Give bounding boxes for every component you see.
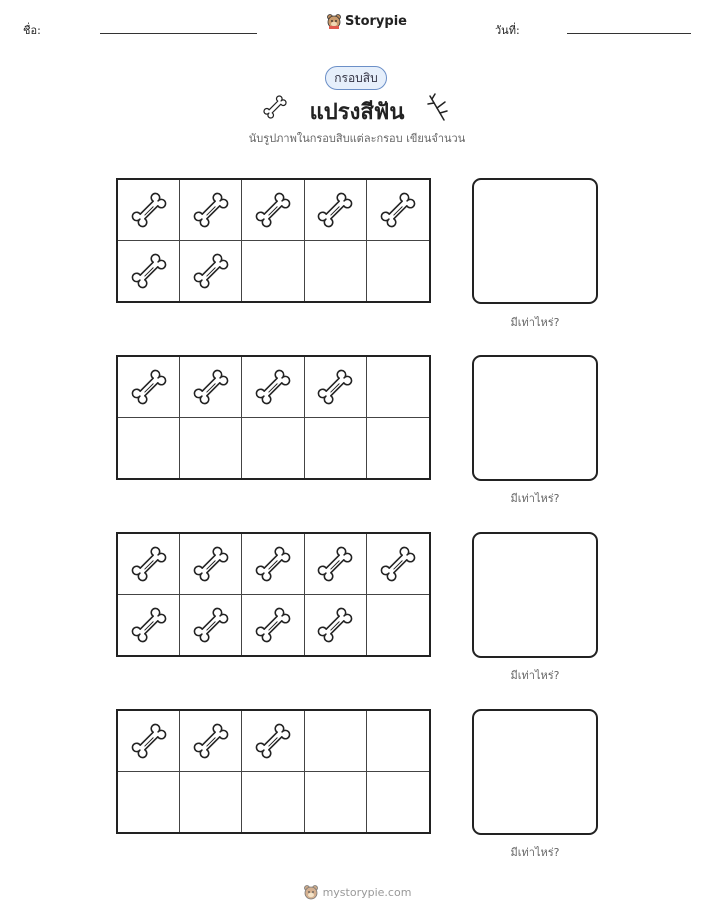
- name-line: [100, 33, 257, 34]
- frame-cell: [118, 180, 180, 241]
- frame-cell: [305, 241, 367, 302]
- twig-icon: [424, 92, 450, 122]
- frame-cell: [118, 241, 180, 302]
- name-label: ชื่อ:: [23, 24, 41, 37]
- brand-name: Storypie: [345, 13, 407, 29]
- frame-cell: [367, 357, 429, 418]
- bone-icon: [252, 604, 294, 646]
- frame-cell: [118, 357, 180, 418]
- bone-icon: [314, 366, 356, 408]
- bone-icon: [190, 604, 232, 646]
- frame-cell: [180, 595, 242, 656]
- bone-icon: [128, 189, 170, 231]
- frame-cell: [118, 711, 180, 772]
- bone-icon: [377, 543, 419, 585]
- ten-frame-4: [116, 709, 431, 834]
- bone-icon: [252, 189, 294, 231]
- bone-icon: [252, 720, 294, 762]
- page-title: แปรงสีฟัน: [309, 100, 405, 125]
- frame-cell: [180, 357, 242, 418]
- footer-url: mystorypie.com: [322, 885, 412, 899]
- frame-cell: [118, 595, 180, 656]
- frame-cell: [367, 595, 429, 656]
- bone-icon: [128, 250, 170, 292]
- frame-cell: [180, 241, 242, 302]
- ten-frame-3: [116, 532, 431, 657]
- bone-icon: [314, 189, 356, 231]
- frame-cell: [367, 534, 429, 595]
- bone-icon: [190, 250, 232, 292]
- bear-mascot-icon: [303, 884, 319, 900]
- frame-cell: [367, 418, 429, 479]
- bone-icon: [314, 604, 356, 646]
- frame-cell: [118, 418, 180, 479]
- frame-cell: [118, 534, 180, 595]
- bone-icon: [128, 604, 170, 646]
- frame-cell: [305, 534, 367, 595]
- bone-icon: [252, 543, 294, 585]
- frame-cell: [242, 772, 304, 833]
- question-label-3: มีเท่าไหร่?: [510, 669, 560, 682]
- frame-cell: [305, 418, 367, 479]
- frame-cell: [367, 241, 429, 302]
- bone-icon: [128, 543, 170, 585]
- bone-icon: [190, 366, 232, 408]
- frame-cell: [242, 595, 304, 656]
- answer-box-2[interactable]: [472, 355, 598, 481]
- bone-icon: [377, 189, 419, 231]
- frame-cell: [305, 357, 367, 418]
- answer-box-4[interactable]: [472, 709, 598, 835]
- frame-cell: [180, 772, 242, 833]
- frame-cell: [305, 711, 367, 772]
- bone-icon: [128, 720, 170, 762]
- frame-cell: [305, 772, 367, 833]
- bone-icon: [252, 366, 294, 408]
- frame-cell: [180, 180, 242, 241]
- frame-cell: [118, 772, 180, 833]
- frame-cell: [242, 241, 304, 302]
- frame-cell: [242, 357, 304, 418]
- frame-cell: [180, 534, 242, 595]
- frame-cell: [242, 711, 304, 772]
- frame-cell: [180, 711, 242, 772]
- ten-frame-2: [116, 355, 431, 480]
- bone-icon: [190, 720, 232, 762]
- brand-logo: [326, 13, 407, 29]
- frame-cell: [367, 180, 429, 241]
- date-line: [567, 33, 691, 34]
- frame-cell: [367, 711, 429, 772]
- bear-mascot-icon: [326, 13, 342, 29]
- instructions: นับรูปภาพในกรอบสิบแต่ละกรอบ เขียนจำนวน: [248, 132, 466, 145]
- question-label-1: มีเท่าไหร่?: [510, 316, 560, 329]
- question-label-4: มีเท่าไหร่?: [510, 846, 560, 859]
- footer: [0, 884, 714, 900]
- date-label: วันที่:: [495, 24, 520, 37]
- frame-cell: [367, 772, 429, 833]
- frame-cell: [242, 180, 304, 241]
- topic-badge: กรอบสิบ: [325, 66, 387, 90]
- question-label-2: มีเท่าไหร่?: [510, 492, 560, 505]
- ten-frame-1: [116, 178, 431, 303]
- bone-icon: [314, 543, 356, 585]
- frame-cell: [242, 534, 304, 595]
- frame-cell: [305, 180, 367, 241]
- bone-icon: [190, 543, 232, 585]
- frame-cell: [180, 418, 242, 479]
- bone-icon: [128, 366, 170, 408]
- answer-box-1[interactable]: [472, 178, 598, 304]
- answer-box-3[interactable]: [472, 532, 598, 658]
- frame-cell: [242, 418, 304, 479]
- frame-cell: [305, 595, 367, 656]
- bone-icon: [190, 189, 232, 231]
